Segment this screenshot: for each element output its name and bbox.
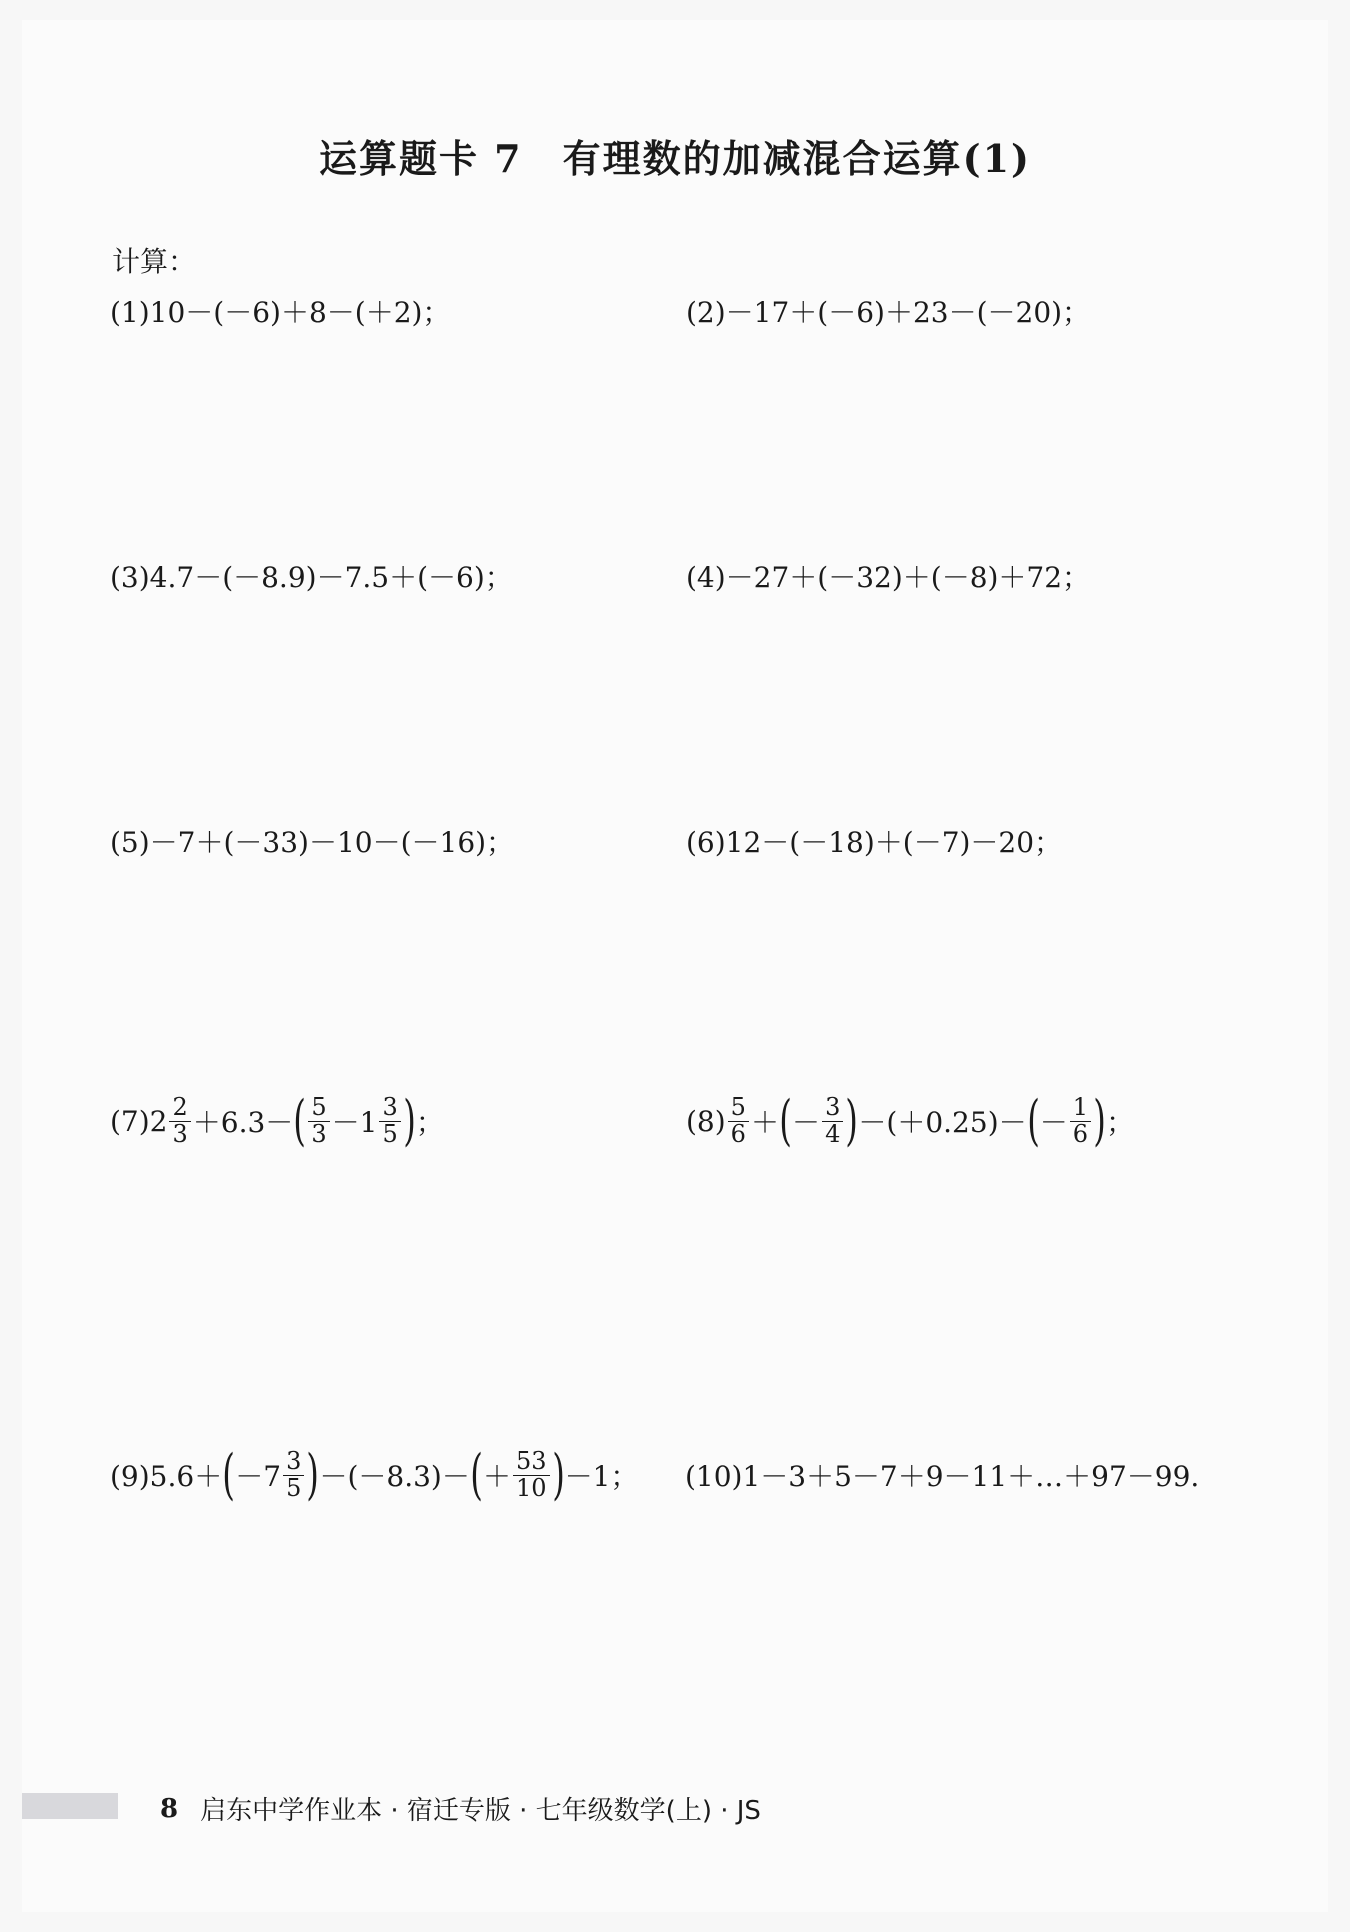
left-paren: (	[779, 1089, 792, 1152]
problem-4: (4)－27＋(－32)＋(－8)＋72；	[686, 561, 1091, 594]
fraction: $\frac{1}{6}$	[1070, 1095, 1091, 1146]
problem-9-label: (9)5.6＋	[110, 1460, 223, 1493]
plus-sign: ＋	[750, 1106, 779, 1139]
minus-sign: －	[1039, 1106, 1068, 1139]
left-paren: (	[1026, 1089, 1040, 1152]
right-paren: )	[402, 1089, 416, 1152]
footer-decoration-bar	[22, 1793, 118, 1819]
left-paren: (	[222, 1443, 236, 1506]
problem-9	[110, 1440, 638, 1510]
fraction: $\frac{5}{3}$	[308, 1095, 329, 1146]
problem-3: (3)4.7－(－8.9)－7.5＋(－6)；	[110, 561, 513, 594]
right-paren: )	[845, 1089, 859, 1152]
page-footer	[160, 1790, 761, 1827]
problem-7-end: ；	[415, 1106, 444, 1139]
fraction: $\frac{5}{6}$	[728, 1095, 749, 1146]
fraction: $\frac{53}{10}$	[513, 1449, 550, 1500]
problem-10: (10)1－3＋5－7＋9－11＋…＋97－99.	[685, 1460, 1200, 1493]
fraction: $\frac{3}{4}$	[822, 1095, 843, 1146]
problem-5: (5)－7＋(－33)－10－(－16)；	[110, 826, 515, 859]
page-title: 运算题卡 7 有理数的加减混合运算(1)	[318, 136, 1032, 181]
fraction: $\frac{3}{5}$	[379, 1095, 400, 1146]
plus-sign: ＋	[482, 1460, 511, 1493]
right-paren: )	[1093, 1089, 1106, 1152]
minus-sign: －	[792, 1106, 821, 1139]
problem-8-end: ；	[1106, 1106, 1135, 1139]
problem-9-middle: －(－8.3)－	[319, 1460, 470, 1493]
problem-8-middle: －(＋0.25)－	[858, 1106, 1027, 1139]
mixed-number-whole: －7	[235, 1460, 282, 1493]
left-paren: (	[470, 1443, 483, 1506]
fraction: $\frac{3}{5}$	[283, 1449, 304, 1500]
fraction: $\frac{2}{3}$	[169, 1095, 190, 1146]
instruction-label: 计算：	[112, 245, 197, 278]
problem-7-middle: ＋6.3－	[192, 1106, 294, 1139]
problem-9-end: －1；	[564, 1460, 639, 1493]
problem-8-label: (8)	[686, 1104, 726, 1138]
problem-2: (2)－17＋(－6)＋23－(－20)；	[686, 296, 1091, 329]
problem-7	[110, 1086, 444, 1156]
problem-7-label: (7)2	[110, 1104, 168, 1138]
left-paren: (	[293, 1089, 307, 1152]
problem-8	[686, 1086, 1134, 1156]
book-title: 启东中学作业本 · 宿迁专版 · 七年级数学(上) · JS	[200, 1796, 761, 1826]
right-paren: )	[551, 1443, 565, 1506]
problem-7-minus-one: －1	[331, 1106, 378, 1139]
right-paren: )	[306, 1443, 320, 1506]
problem-6: (6)12－(－18)＋(－7)－20；	[686, 826, 1063, 859]
page-number: 8	[160, 1793, 179, 1824]
problem-1: (1)10－(－6)＋8－(＋2)；	[110, 296, 451, 329]
